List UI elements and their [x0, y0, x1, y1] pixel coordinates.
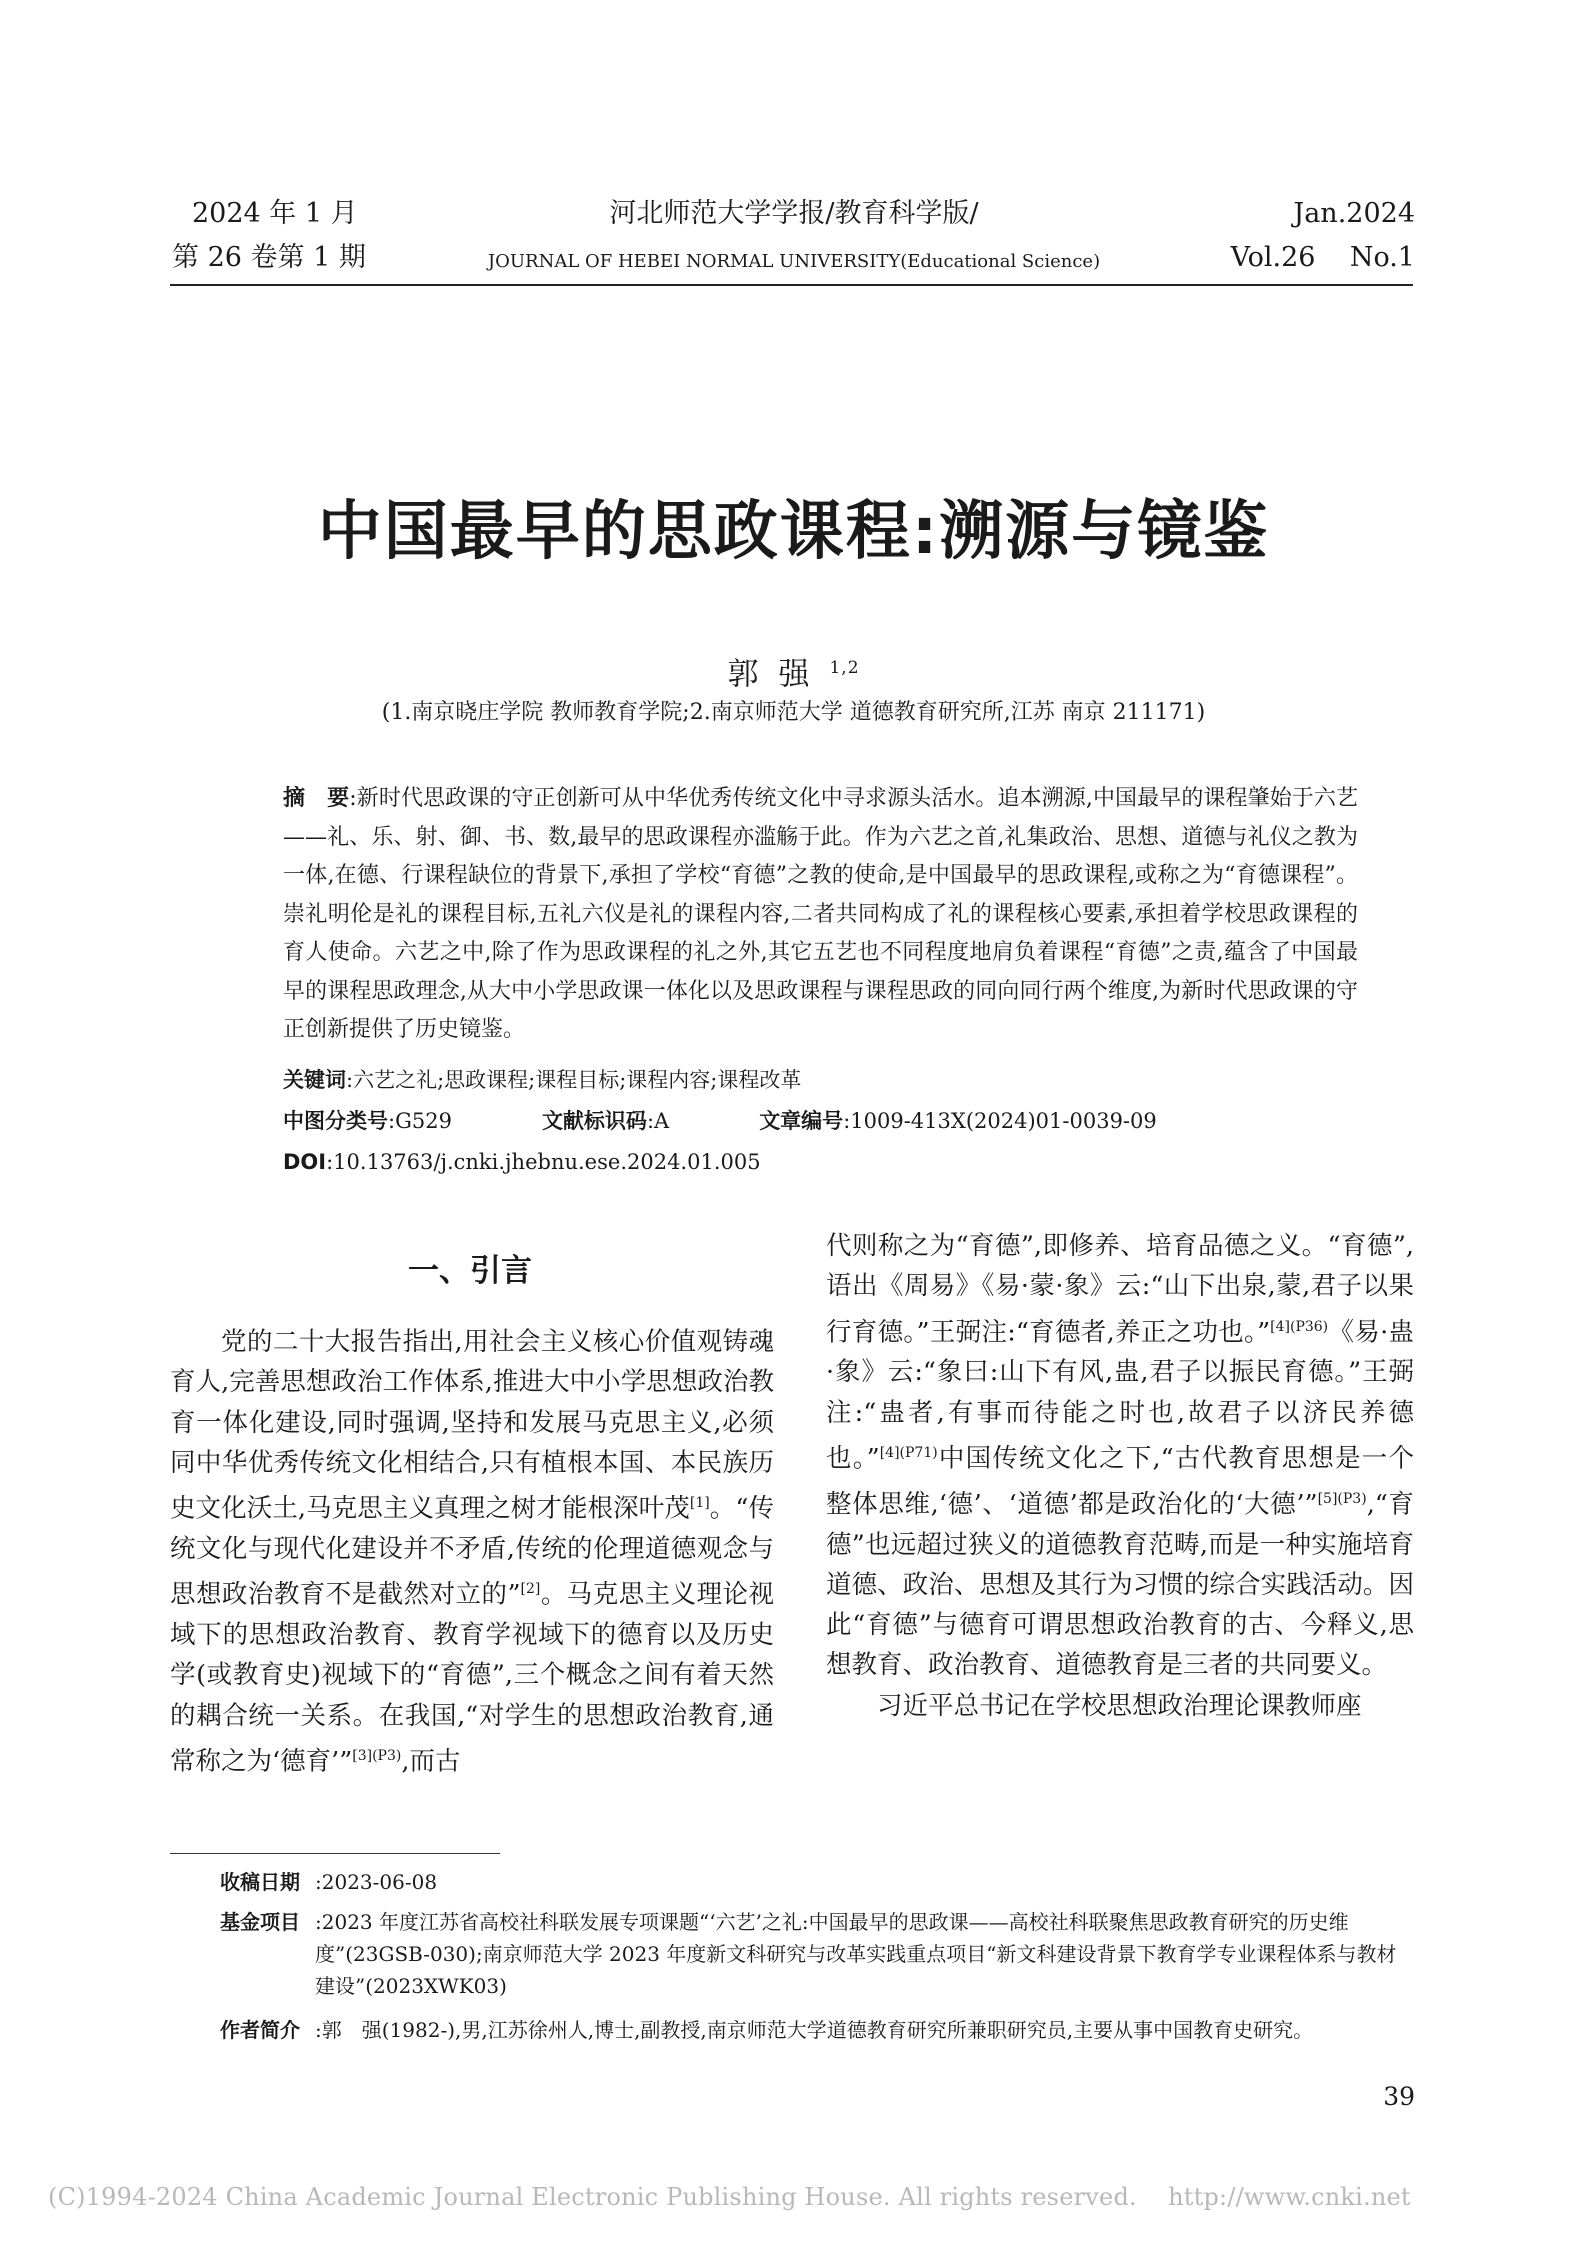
header-rule: [170, 284, 1413, 286]
body-text: 代则称之为“育德”,即修养、培育品德之义。“育德”,语出《周易》《易·蒙·象》云:“山下出泉,蒙,君子以果行育德。”王弼注:“育德者,养正之功也。”: [826, 1231, 1414, 1348]
citation-mark: [4](P36): [1270, 1318, 1329, 1335]
doi: [283, 1147, 761, 1177]
fund-label: 基金项目: [220, 1910, 300, 1934]
article-author: [0, 648, 1587, 694]
citation-mark: [5](P3): [1317, 1490, 1367, 1507]
keywords-text: :六艺之礼;思政课程;课程目标;课程内容;课程改革: [346, 1068, 802, 1092]
fund-value: :2023 年度江苏省高校社科联发展专项课题“‘六艺’之礼:中国最早的思政课——高校社科联聚焦思政教育研究的历史维度”(23GSB-030);南京师范大学 2023 年度新文科研究与改革实践重点项目“新文科建设背景下教育学专业课程体系与教材建设”(2023XWK03): [315, 1910, 1397, 1998]
bio-label: 作者简介: [220, 2018, 300, 2042]
body-text: ,“育德”也远超过狭义的道德教育范畴,而是一种实施培育道德、政治、思想及其行为习惯的综合实践活动。因此“育德”与德育可谓思想政治教育的古、今释义,思想教育、政治教育、道德教育是三者的共同要义。: [826, 1489, 1414, 1681]
journal-title-cn: 河北师范大学学报/教育科学版/: [609, 198, 979, 229]
footnote-rule: [170, 1853, 500, 1854]
article-title: 中国最早的思政课程:溯源与镜鉴: [317, 495, 1270, 569]
author-name: 郭强: [727, 656, 830, 693]
issue-volume-en: Vol.26 No.1: [1230, 242, 1415, 273]
body-column-left: [170, 1322, 774, 1782]
citation-mark: [3](P3): [352, 1747, 402, 1764]
body-text: 。马克思主义理论视域下的思想政治教育、教育学视域下的德育以及历史学(或教育史)视域下的“育德”,三个概念之间有着天然的耦合统一关系。在我国,“对学生的思想政治教育,通常称之为‘德育’”: [170, 1579, 774, 1777]
author-affiliation-marks: 1,2: [829, 658, 860, 678]
issue-date-cn: 2024 年 1 月: [192, 198, 358, 229]
abstract: [283, 780, 1358, 1050]
doccode-value: :A: [646, 1109, 670, 1133]
abstract-label: 摘 要: [283, 786, 350, 811]
citation-mark: [2]: [520, 1581, 541, 1598]
page-number: 39: [1383, 2082, 1415, 2111]
doi-label: DOI: [283, 1150, 327, 1174]
body-text: ,而古: [401, 1746, 461, 1777]
issue-volume-cn: 第 26 卷第 1 期: [172, 242, 366, 273]
copyright-notice: (C)1994-2024 China Academic Journal Electronic Publishing House. All rights reserved. http://www.cnki.net: [48, 2183, 1411, 2211]
doi-value: :10.13763/j.cnki.jhebnu.ese.2024.01.005: [326, 1150, 761, 1174]
body-paragraph: [826, 1226, 1414, 1686]
body-text: 《易·蛊·象》云:“象曰:山下有风,蛊,君子以振民育德。”王弼注:“蛊者,有事而待能之时也,故君子以济民养德也。”: [826, 1317, 1414, 1474]
keywords-label: 关键词: [283, 1068, 346, 1092]
journal-title-en: JOURNAL OF HEBEI NORMAL UNIVERSITY(Educational Science): [487, 251, 1101, 272]
body-paragraph: [170, 1322, 774, 1782]
author-affiliation: (1.南京晓庄学院 教师教育学院;2.南京师范大学 道德教育研究所,江苏 南京 211171): [381, 700, 1206, 725]
articleno-label: 文章编号: [759, 1109, 844, 1133]
author-bio: [220, 2014, 1415, 2046]
citation-mark: [4](P71): [879, 1444, 938, 1461]
body-text: 中国传统文化之下,“古代教育思想是一个整体思维,‘德’、‘道德’都是政治化的‘大德’”: [826, 1443, 1414, 1520]
footnotes: [220, 1866, 1415, 2046]
clc-label: 中图分类号: [283, 1109, 388, 1133]
classification-line: [283, 1106, 1363, 1136]
received-value: :2023-06-08: [315, 1870, 438, 1894]
articleno-value: :1009-413X(2024)01-0039-09: [843, 1109, 1157, 1133]
body-column-right: [826, 1226, 1414, 1726]
received-date: [220, 1866, 1415, 1898]
issue-date-en: Jan.2024: [1293, 198, 1415, 229]
doccode-label: 文献标识码: [541, 1109, 647, 1133]
section-heading: 一、引言: [408, 1253, 532, 1289]
citation-mark: [1]: [689, 1495, 710, 1512]
keywords: [283, 1065, 801, 1095]
received-label: 收稿日期: [220, 1870, 300, 1894]
clc-value: :G529: [388, 1109, 452, 1133]
fund-info: [220, 1906, 1415, 2002]
bio-value: :郭 强(1982-),男,江苏徐州人,博士,副教授,南京师范大学道德教育研究所兼职研究员,主要从事中国教育史研究。: [315, 2018, 1314, 2042]
body-text: 党的二十大报告指出,用社会主义核心价值观铸魂育人,完善思想政治工作体系,推进大中小学思想政治教育一体化建设,同时强调,坚持和发展马克思主义,必须同中华优秀传统文化相结合,只有植根本国、本民族历史文化沃土,马克思主义真理之树才能根深叶茂: [170, 1327, 774, 1524]
body-paragraph: 习近平总书记在学校思想政治理论课教师座: [877, 1690, 1362, 1721]
abstract-text: :新时代思政课的守正创新可从中华优秀传统文化中寻求源头活水。追本溯源,中国最早的课程肇始于六艺——礼、乐、射、御、书、数,最早的思政课程亦滥觞于此。作为六艺之首,礼集政治、思想、道德与礼仪之教为一体,在德、行课程缺位的背景下,承担了学校“育德”之教的使命,是中国最早的思政课程,或称之为“育德课程”。崇礼明伦是礼的课程目标,五礼六仪是礼的课程内容,二者共同构成了礼的课程核心要素,承担着学校思政课程的育人使命。六艺之中,除了作为思政课程的礼之外,其它五艺也不同程度地肩负着课程“育德”之责,蕴含了中国最早的课程思政理念,从大中小学思政课一体化以及思政课程与课程思政的同向同行两个维度,为新时代思政课的守正创新提供了历史镜鉴。: [283, 786, 1358, 1042]
body-text: 。“传统文化与现代化建设并不矛盾,传统的伦理道德观念与思想政治教育不是截然对立的”: [170, 1493, 774, 1610]
